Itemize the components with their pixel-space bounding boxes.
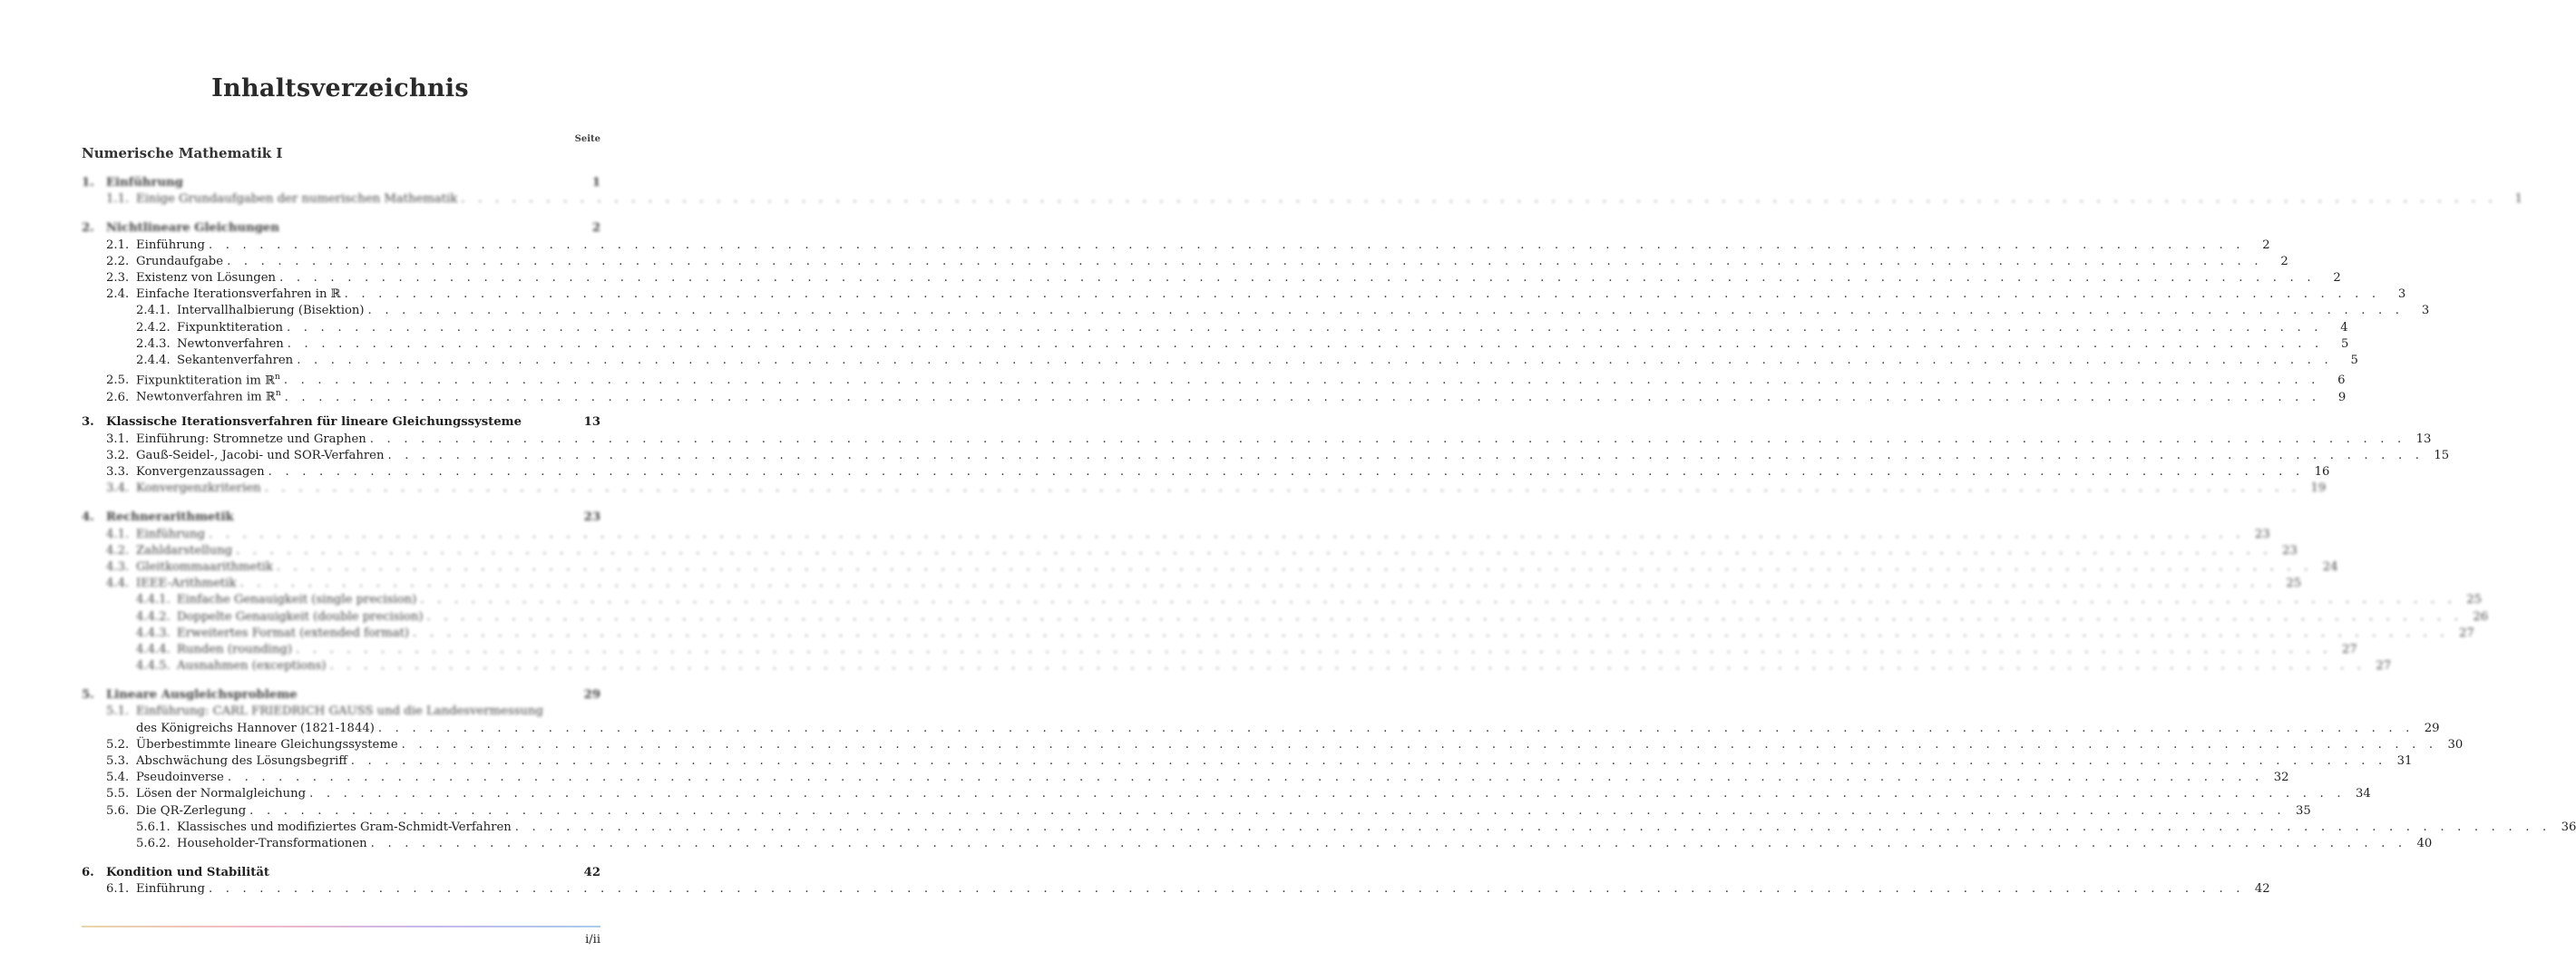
toc-entry-number: 1.1. [106,192,130,207]
toc-entry-label-text: Konvergenzkriterien [136,481,261,496]
toc-entry-page: 25 [2286,577,2302,591]
toc-entry-number: 6.1. [106,882,130,897]
toc-entry-number: 2.1. [106,238,130,252]
toc-entry-number: 4.1. [106,527,130,541]
toc-entry-page: 6 [2337,374,2346,388]
toc-entry-page: 29 [583,688,600,703]
toc-entry-page: 9 [2337,390,2347,404]
toc-entry-label-text: Sekantenverfahren [177,353,294,367]
toc-entry-page: 32 [2273,771,2289,785]
toc-section-entry[interactable] [82,836,2433,852]
toc-entry-superscript: n [275,373,280,383]
toc-entry-number: 4.2. [106,543,130,558]
toc-section-entry[interactable] [82,658,2392,675]
toc-entry-number: 5.1. [106,704,130,719]
toc-entry-number: 2.5. [106,374,130,388]
toc-section-entry[interactable] [82,464,2330,480]
toc-entry-number: 3.3. [106,465,130,479]
toc-section-entry[interactable] [82,642,2357,658]
toc-entry-page: 25 [2466,593,2482,607]
toc-entry-label [136,737,398,753]
toc-entry-page: 35 [2296,803,2311,818]
toc-entry-page: 36 [2561,820,2576,834]
toc-entry-number: 2.4.3. [136,336,171,351]
toc-section-entry[interactable] [82,353,2358,369]
toc-entry-label [177,609,423,626]
toc-entry-number: 5.2. [106,737,130,752]
toc-entry-label-text: Pseudoinverse [136,771,224,785]
dot-leader: . . . . . . . . . . . . . . . . . . . . . . . . . . . . . . . . . . . . . . . . . . . . . . . . . . . . . . . . . . . . . . . . . . . . . . . . . . . . . . . . . . . . . . . . . . . . . . . . . . . . . . . . . . . . . . . . . . . . . . . . [426,609,2464,624]
dot-leader: . . . . . . . . . . . . . . . . . . . . . . . . . . . . . . . . . . . . . . . . . . . . . . . . . . . . . . . . . . . . . . . . . . . . . . . . . . . . . . . . . . . . . . . . . . . . . . . . . . . . . . . . . . . . . . . . . . . . . . . . [249,803,2286,818]
toc-entry-label [177,658,327,675]
toc-section-entry[interactable] [82,336,2349,353]
toc-section-entry[interactable] [82,786,2371,802]
toc-entry-page: 27 [2458,626,2474,640]
toc-entry-label-text: Gleitkommaarithmetik [136,559,273,574]
dot-leader: . . . . . . . . . . . . . . . . . . . . . . . . . . . . . . . . . . . . . . . . . . . . . . . . . . . . . . . . . . . . . . . . . . . . . . . . . . . . . . . . . . . . . . . . . . . . . . . . . . . . . . . . . . . . . . . . . . . . . . . . [329,659,2366,674]
toc-entry-label [136,803,246,820]
dot-leader: . . . . . . . . . . . . . . . . . . . . . . . . . . . . . . . . . . . . . . . . . . . . . . . . . . . . . . . . . . . . . . . . . . . . . . . . . . . . . . . . . . . . . . . . . . . . . . . . . . . . . . . . . . . . . . . . . . . . . . . . [208,238,2245,252]
toc-entry-label-text: Einführung [136,527,205,541]
toc-entry-label-text: Kondition und Stabilität [106,866,269,880]
toc-entry-label-text: Fixpunktiteration [177,320,283,335]
toc-entry-label [177,642,292,658]
toc-entry-label-text: Konvergenzaussagen [136,465,265,479]
toc-entry-label-text: Einführung [136,882,205,897]
toc-entry-label [136,770,224,786]
dot-leader: . . . . . . . . . . . . . . . . . . . . . . . . . . . . . . . . . . . . . . . . . . . . . . . . . . . . . . . . . . . . . . . . . . . . . . . . . . . . . . . . . . . . . . . . . . . . . . . . . . . . . . . . . . . . . . . . . . . . . . . . [208,882,2245,897]
toc-section-entry[interactable] [82,592,2482,608]
toc-entry-label-text: Ausnahmen (exceptions) [177,659,327,674]
toc-entry-page: 26 [2473,609,2489,624]
toc-entry-page: 27 [2376,659,2392,674]
toc-entry-label-text: Householder-Transformationen [177,836,367,850]
dot-leader: . . . . . . . . . . . . . . . . . . . . . . . . . . . . . . . . . . . . . . . . . . . . . . . . . . . . . . . . . . . . . . . . . . . . . . . . . . . . . . . . . . . . . . . . . . . . . . . . . . . . . . . . . . . . . . . . . . . . . . . . [227,771,2264,785]
toc-section-entry[interactable] [82,543,2298,559]
toc-entry-number: 5.6. [106,803,130,818]
toc-entry-page: 3 [2397,287,2406,302]
toc-section-entry[interactable] [82,369,2346,388]
dot-leader: . . . . . . . . . . . . . . . . . . . . . . . . . . . . . . . . . . . . . . . . . . . . . . . . . . . . . . . . . . . . . . . . . . . . . . . . . . . . . . . . . . . . . . . . . . . . . . . . . . . . . . . . . . . . . . . . . . . . . . . . [420,593,2456,607]
toc-chapter-entry[interactable] [82,175,600,191]
toc-entry-label-text: Newtonverfahren im ℝ [136,390,276,404]
toc-entry-number: 3.2. [106,448,130,462]
toc-entry-label [136,576,236,592]
toc-entry-number: 2.3. [106,270,130,285]
dot-leader: . . . . . . . . . . . . . . . . . . . . . . . . . . . . . . . . . . . . . . . . . . . . . . . . . . . . . . . . . . . . . . . . . . . . . . . . . . . . . . . . . . . . . . . . . . . . . . . . . . . . . . . . . . . . . . . . . . . . . . . . [286,320,2323,335]
toc-entry-label [177,592,416,608]
dot-leader: . . . . . . . . . . . . . . . . . . . . . . . . . . . . . . . . . . . . . . . . . . . . . . . . . . . . . . . . . . . . . . . . . . . . . . . . . . . . . . . . . . . . . . . . . . . . . . . . . . . . . . . . . . . . . . . . . . . . . . . . [377,721,2415,735]
toc-entry-page: 2 [2280,254,2288,268]
toc-entry-label [136,448,384,464]
toc-section-entry[interactable] [82,737,2464,753]
toc-section-entry[interactable] [82,303,2430,319]
toc-entry-label [136,559,273,576]
toc-entry-label-text: Grundaufgabe [136,254,224,268]
dot-leader: . . . . . . . . . . . . . . . . . . . . . . . . . . . . . . . . . . . . . . . . . . . . . . . . . . . . . . . . . . . . . . . . . . . . . . . . . . . . . . . . . . . . . . . . . . . . . . . . . . . . . . . . . . . . . . . . . . . . . . . . [227,254,2263,268]
toc-entry-number: 5.3. [106,754,130,768]
toc-entry-label [106,687,298,704]
toc-entry-label-text: Klassische Iterationsverfahren für lineare Gleichungssysteme [106,415,522,430]
dot-leader: . . . . . . . . . . . . . . . . . . . . . . . . . . . . . . . . . . . . . . . . . . . . . . . . . . . . . . . . . . . . . . . . . . . . . . . . . . . . . . . . . . . . . . . . . . . . . . . . . . . . . . . . . . . . . . . . . . . . . . . . [268,465,2305,479]
toc-entry-label [136,191,457,208]
toc-entry-label-text: Newtonverfahren [177,336,284,351]
toc-entry-label-text: Einführung [136,238,205,252]
toc-entry-number: 4.3. [106,559,130,574]
toc-entry-label [177,303,365,319]
toc-section-entry[interactable] [82,770,2289,786]
toc-entry-label-text: des Königreichs Hannover (1821-1844) [136,721,375,735]
dot-leader: . . . . . . . . . . . . . . . . . . . . . . . . . . . . . . . . . . . . . . . . . . . . . . . . . . . . . . . . . . . . . . . . . . . . . . . . . . . . . . . . . . . . . . . . . . . . . . . . . . . . . . . . . . . . . . . . . . . . . . . . [279,270,2316,285]
dot-leader: . . . . . . . . . . . . . . . . . . . . . . . . . . . . . . . . . . . . . . . . . . . . . . . . . . . . . . . . . . . . . . . . . . . . . . . . . . . . . . . . . . . . . . . . . . . . . . . . . . . . . . . . . . . . . . . . . . . . . . . . [208,527,2245,541]
toc-entry-number: 4.4.5. [136,659,171,674]
toc-section-entry[interactable] [82,609,2489,626]
dot-leader: . . . . . . . . . . . . . . . . . . . . . . . . . . . . . . . . . . . . . . . . . . . . . . . . . . . . . . . . . . . . . . . . . . . . . . . . . . . . . . . . . . . . . . . . . . . . . . . . . . . . . . . . . . . . . . . . . . . . . . . . [287,336,2324,351]
toc-entry-label-text: Einfache Iterationsverfahren in ℝ [136,287,341,302]
toc-entry-label-text: Lösen der Normalgleichung [136,787,307,801]
dot-leader: . . . . . . . . . . . . . . . . . . . . . . . . . . . . . . . . . . . . . . . . . . . . . . . . . . . . . . . . . . . . . . . . . . . . . . . . . . . . . . . . . . . . . . . . . . . . . . . . . . . . . . . . . . . . . . . . . . . . . . . . [461,192,2497,207]
toc-entry-label [136,464,265,480]
toc-entry-page: 13 [583,415,600,430]
toc-chapter-entry[interactable] [82,687,600,704]
toc-entry-label [136,881,205,898]
toc-entry-number: 4. [82,510,94,525]
toc-section-entry[interactable] [82,286,2406,303]
dot-leader: . . . . . . . . . . . . . . . . . . . . . . . . . . . . . . . . . . . . . . . . . . . . . . . . . . . . . . . . . . . . . . . . . . . . . . . . . . . . . . . . . . . . . . . . . . . . . . . . . . . . . . . . . . . . . . . . . . . . . . . . [401,737,2438,752]
toc-entry-page: 19 [2310,481,2327,496]
toc-entry-label [177,626,409,642]
page-column-header: Seite [574,134,600,144]
dot-leader: . . . . . . . . . . . . . . . . . . . . . . . . . . . . . . . . . . . . . . . . . . . . . . . . . . . . . . . . . . . . . . . . . . . . . . . . . . . . . . . . . . . . . . . . . . . . . . . . . . . . . . . . . . . . . . . . . . . . . . . . [276,559,2313,574]
toc-entry-label-text: Intervallhalbierung (Bisektion) [177,304,365,318]
part-title: Numerische Mathematik I [82,145,283,161]
toc-entry-number: 3.1. [106,432,130,446]
toc-section-entry[interactable] [82,238,2270,254]
toc-entry-number: 2.4. [106,287,130,302]
toc-chapter-entry[interactable] [82,510,600,526]
toc-entry-number: 4.4.3. [136,626,171,640]
toc-entry-label [136,527,205,543]
toc-entry-page: 13 [2415,432,2432,446]
toc-entry-label [106,414,522,431]
toc-entry-page: 34 [2355,787,2371,801]
toc-entry-number: 4.4.1. [136,593,171,607]
toc-section-entry[interactable] [82,576,2302,592]
dot-leader: . . . . . . . . . . . . . . . . . . . . . . . . . . . . . . . . . . . . . . . . . . . . . . . . . . . . . . . . . . . . . . . . . . . . . . . . . . . . . . . . . . . . . . . . . . . . . . . . . . . . . . . . . . . . . . . . . . . . . . . . [413,626,2449,640]
dot-leader: . . . . . . . . . . . . . . . . . . . . . . . . . . . . . . . . . . . . . . . . . . . . . . . . . . . . . . . . . . . . . . . . . . . . . . . . . . . . . . . . . . . . . . . . . . . . . . . . . . . . . . . . . . . . . . . . . . . . . . . . [297,353,2333,367]
toc-entry-label [136,721,375,737]
toc-entry-page: 4 [2340,320,2348,335]
dot-leader: . . . . . . . . . . . . . . . . . . . . . . . . . . . . . . . . . . . . . . . . . . . . . . . . . . . . . . . . . . . . . . . . . . . . . . . . . . . . . . . . . . . . . . . . . . . . . . . . . . . . . . . . . . . . . . . . . . . . . . . . [309,787,2346,801]
toc-entry-label-text: Doppelte Genauigkeit (double precision) [177,609,424,624]
toc-entry-label [136,704,543,720]
dot-leader: . . . . . . . . . . . . . . . . . . . . . . . . . . . . . . . . . . . . . . . . . . . . . . . . . . . . . . . . . . . . . . . . . . . . . . . . . . . . . . . . . . . . . . . . . . . . . . . . . . . . . . . . . . . . . . . . . . . . . . . . [236,543,2272,558]
toc-entry-page: 30 [2447,737,2464,752]
toc-entry-number: 1. [82,176,94,189]
dot-leader: . . . . . . . . . . . . . . . . . . . . . . . . . . . . . . . . . . . . . . . . . . . . . . . . . . . . . . . . . . . . . . . . . . . . . . . . . . . . . . . . . . . . . . . . . . . . . . . . . . . . . . . . . . . . . . . . . . . . . . . . [239,577,2277,591]
dot-leader: . . . . . . . . . . . . . . . . . . . . . . . . . . . . . . . . . . . . . . . . . . . . . . . . . . . . . . . . . . . . . . . . . . . . . . . . . . . . . . . . . . . . . . . . . . . . . . . . . . . . . . . . . . . . . . . . . . . . . . . . [369,432,2406,446]
toc-entry-number: 3.4. [106,481,130,496]
toc-entry-label [136,543,232,559]
toc-entry-label-text: Rechnerarithmetik [106,510,234,525]
toc-entry-page: 23 [2254,527,2270,541]
toc-entry-page: 3 [2421,304,2430,318]
toc-entry-number: 2.4.1. [136,304,171,318]
toc-section-entry[interactable] [82,626,2474,642]
toc-section-entry[interactable] [82,527,2270,543]
toc-entry-number: 4.4.2. [136,609,171,624]
toc-entry-number: 5.6.2. [136,836,171,850]
dot-leader: . . . . . . . . . . . . . . . . . . . . . . . . . . . . . . . . . . . . . . . . . . . . . . . . . . . . . . . . . . . . . . . . . . . . . . . . . . . . . . . . . . . . . . . . . . . . . . . . . . . . . . . . . . . . . . . . . . . . . . . . [514,820,2552,834]
toc-entry-number: 2.6. [106,390,130,404]
toc-entry-label-text: Einführung: CARL FRIEDRICH GAUSS und die Landesvermessung [136,704,543,719]
toc-entry-page: 16 [2314,465,2330,479]
toc-entry-number: 6. [82,866,94,880]
toc-section-entry[interactable] [82,753,2413,770]
toc-section-entry[interactable] [82,559,2338,576]
toc-entry-number: 3. [82,415,94,430]
toc-section-entry[interactable] [82,721,2440,737]
toc-entry-label-text: Zahldarstellung [136,543,233,558]
toc-entry-number: 4.4.4. [136,642,171,656]
toc-entry-label-text: Runden (rounding) [177,642,292,656]
toc-entry-label-text: Einfache Genauigkeit (single precision) [177,593,417,607]
toc-entry-label [177,320,283,336]
dot-leader: . . . . . . . . . . . . . . . . . . . . . . . . . . . . . . . . . . . . . . . . . . . . . . . . . . . . . . . . . . . . . . . . . . . . . . . . . . . . . . . . . . . . . . . . . . . . . . . . . . . . . . . . . . . . . . . . . . . . . . . . [387,448,2425,462]
toc-section-entry[interactable] [82,704,600,720]
toc-entry-label [177,353,293,369]
toc-entry-number: 5.5. [106,787,130,801]
toc-entry-label [177,336,284,353]
toc-entry-label-text: Einführung: Stromnetze und Graphen [136,432,366,446]
toc-entry-label-text: Klassisches und modifiziertes Gram-Schmidt-Verfahren [177,820,512,834]
toc-entry-page: 15 [2434,448,2450,462]
dot-leader: . . . . . . . . . . . . . . . . . . . . . . . . . . . . . . . . . . . . . . . . . . . . . . . . . . . . . . . . . . . . . . . . . . . . . . . . . . . . . . . . . . . . . . . . . . . . . . . . . . . . . . . . . . . . . . . . . . . . . . . . [350,754,2387,768]
toc-entry-label [136,254,223,270]
toc-entry-label [106,220,279,237]
toc-section-entry[interactable] [82,254,2288,270]
toc-entry-label-text: Fixpunktiteration im ℝ [136,374,276,388]
toc-entry-label [136,786,306,802]
page-number: i/ii [585,933,600,946]
toc-entry-label [136,238,205,254]
toc-entry-label [136,432,366,448]
toc-entry-number: 5.4. [106,771,130,785]
toc-entry-label [106,175,183,191]
toc-entry-number: 5.6.1. [136,820,171,834]
toc-entry-label [106,865,269,881]
toc-entry-number: 5. [82,688,94,703]
toc-entry-label [177,836,367,852]
toc-entry-label-text: Überbestimmte lineare Gleichungssysteme [136,737,398,752]
toc-entry-page: 40 [2416,836,2433,850]
toc-entry-page: 1 [591,176,600,189]
toc-entry-page: 31 [2396,754,2413,768]
toc-entry-page: 27 [2341,642,2357,656]
toc-entry-page: 42 [2254,882,2270,897]
dot-leader: . . . . . . . . . . . . . . . . . . . . . . . . . . . . . . . . . . . . . . . . . . . . . . . . . . . . . . . . . . . . . . . . . . . . . . . . . . . . . . . . . . . . . . . . . . . . . . . . . . . . . . . . . . . . . . . . . . . . . . . . [283,374,2320,388]
dot-leader: . . . . . . . . . . . . . . . . . . . . . . . . . . . . . . . . . . . . . . . . . . . . . . . . . . . . . . . . . . . . . . . . . . . . . . . . . . . . . . . . . . . . . . . . . . . . . . . . . . . . . . . . . . . . . . . . . . . . . . . . [295,642,2332,656]
toc-entry-number: 2.4.2. [136,320,171,335]
toc-entry-page: 42 [583,866,600,880]
toc-entry-number: 4.4. [106,577,130,591]
toc-chapter-entry[interactable] [82,414,600,431]
toc-entry-superscript: n [275,389,281,399]
toc-section-entry[interactable] [82,432,2432,448]
toc-section-entry[interactable] [82,480,2327,497]
toc-chapter-entry[interactable] [82,220,600,237]
toc-section-entry[interactable] [82,385,2347,404]
dot-leader: . . . . . . . . . . . . . . . . . . . . . . . . . . . . . . . . . . . . . . . . . . . . . . . . . . . . . . . . . . . . . . . . . . . . . . . . . . . . . . . . . . . . . . . . . . . . . . . . . . . . . . . . . . . . . . . . . . . . . . . . [370,836,2407,850]
toc-section-entry[interactable] [82,881,2270,898]
toc-entry-label [106,510,234,526]
toc-entry-label-text: Einführung [106,176,183,189]
dot-leader: . . . . . . . . . . . . . . . . . . . . . . . . . . . . . . . . . . . . . . . . . . . . . . . . . . . . . . . . . . . . . . . . . . . . . . . . . . . . . . . . . . . . . . . . . . . . . . . . . . . . . . . . . . . . . . . . . . . . . . . . [284,390,2321,404]
toc-entry-label-text: Erweitertes Format (extended format) [177,626,410,640]
toc-entry-page: 23 [583,510,600,525]
toc-entry-label-text: Existenz von Lösungen [136,270,277,285]
toc-section-entry[interactable] [82,270,2341,286]
toc-entry-page: 1 [2514,192,2522,207]
toc-entry-label-text: Die QR-Zerlegung [136,803,247,818]
toc-entry-label-text: Abschwächung des Lösungsbegriff [136,754,347,768]
toc-entry-label-text: Gauß-Seidel-, Jacobi- und SOR-Verfahren [136,448,385,462]
toc-entry-label-text: Einige Grundaufgaben der numerischen Mathematik [136,192,458,207]
toc-entry-label-text: Nichtlineare Gleichungen [106,221,279,236]
toc-section-entry[interactable] [82,820,2576,836]
toc-entry-page: 5 [2350,353,2358,367]
toc-section-entry[interactable] [82,803,2311,820]
toc-entry-page: 2 [2262,238,2270,252]
toc-entry-page: 5 [2341,336,2349,351]
toc-entry-label [136,286,341,303]
toc-entry-label-text: Lineare Ausgleichsprobleme [106,688,298,703]
toc-chapter-entry[interactable] [82,865,600,881]
toc-entry-page: 2 [591,221,600,236]
page-title: Inhaltsverzeichnis [211,74,469,102]
toc-entry-label [136,480,261,497]
toc-entry-label [177,820,512,836]
toc-entry-page: 2 [2333,270,2341,285]
toc-section-entry[interactable] [82,191,2522,208]
toc-section-entry[interactable] [82,448,2450,464]
toc-entry-label [136,753,347,770]
toc-entry-page: 24 [2322,559,2338,574]
footer-divider [82,926,600,927]
dot-leader: . . . . . . . . . . . . . . . . . . . . . . . . . . . . . . . . . . . . . . . . . . . . . . . . . . . . . . . . . . . . . . . . . . . . . . . . . . . . . . . . . . . . . . . . . . . . . . . . . . . . . . . . . . . . . . . . . . . . . . . . [264,481,2301,496]
toc-entry-number: 2. [82,221,94,236]
toc-entry-page: 29 [2424,721,2440,735]
toc-entry-page: 23 [2281,543,2298,558]
toc-section-entry[interactable] [82,320,2348,336]
dot-leader: . . . . . . . . . . . . . . . . . . . . . . . . . . . . . . . . . . . . . . . . . . . . . . . . . . . . . . . . . . . . . . . . . . . . . . . . . . . . . . . . . . . . . . . . . . . . . . . . . . . . . . . . . . . . . . . . . . . . . . . . [344,287,2381,302]
toc-entry-label [136,385,281,406]
toc-entry-label [136,270,276,286]
toc-entry-label-text: IEEE-Arithmetik [136,577,237,591]
dot-leader: . . . . . . . . . . . . . . . . . . . . . . . . . . . . . . . . . . . . . . . . . . . . . . . . . . . . . . . . . . . . . . . . . . . . . . . . . . . . . . . . . . . . . . . . . . . . . . . . . . . . . . . . . . . . . . . . . . . . . . . . [367,304,2405,318]
toc-entry-number: 2.4.4. [136,353,171,367]
table-of-contents [82,175,2576,898]
toc-entry-number: 2.2. [106,254,130,268]
